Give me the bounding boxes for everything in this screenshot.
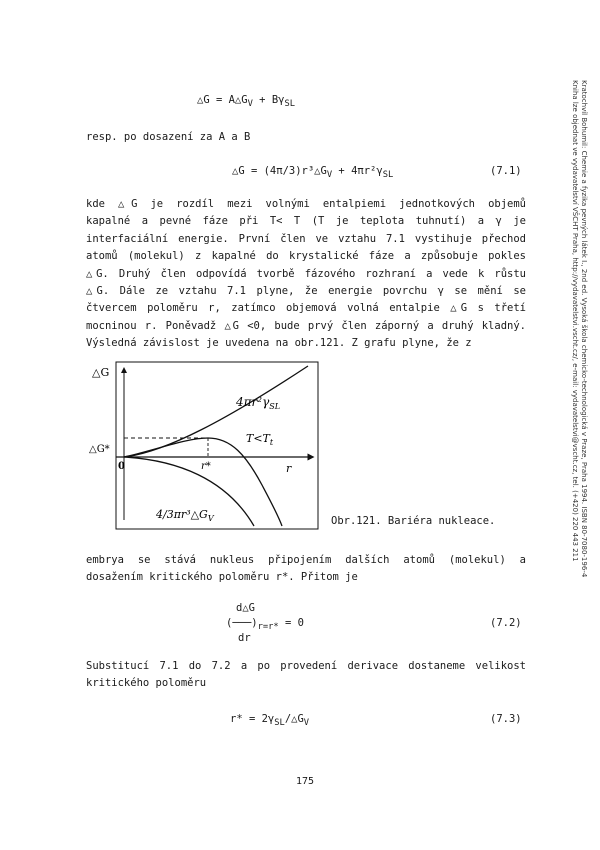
- lower-curve-label: $4/3\pi r^3\triangle G_V$: [156, 508, 214, 523]
- credit-line-1: Kratochvíl Bohumil: Chemie a fyzika pevných látek I., 2nd ed. Vysoká škola chemicko-technologická v Praze, Praha 1994. ISBN 80-7080-196-4: [580, 80, 588, 578]
- p2-line: dosažením kritického poloměru r*. Přitom je: [86, 571, 358, 584]
- r-star-label: r*: [201, 461, 211, 472]
- intro-text: resp. po dosazení za A a B: [86, 131, 251, 143]
- p1-line: mocninou r. Poněvadž △G <0, bude prvý člen záporný a druhý kladný.: [86, 319, 526, 332]
- p1-line: △G. Druhý člen odpovídá tvorbě fázového rozhraní a vede k růstu: [86, 267, 526, 280]
- figure-frame: [116, 362, 318, 529]
- equation-7-3: $r* = 2\gamma_{SL}/\triangle G_V$: [230, 713, 310, 729]
- equation-7-2-number: (7.2): [490, 617, 522, 629]
- p1-line: △G. Dále ze vztahu 7.1 plyne, že energie povrchu γ se mění se: [86, 285, 526, 298]
- credit-line-2: Kniha lze objednat ve vydavatelství VŠCHT Praha, http://vydavatelstvi.vscht.cz/, e-mail: vydavatelstvi@vscht.cz, tel. (+420) 220 443 211: [571, 80, 579, 562]
- equation-7-1-number: (7.1): [490, 165, 522, 177]
- equation-7-2-top: d△G: [236, 602, 255, 614]
- equation-top: △G = $A\triangle G_V + B\gamma_{SL}$: [197, 94, 296, 110]
- figure-caption: Obr.121. Bariéra nukleace.: [331, 515, 496, 527]
- p1-line: atomů (molekul) z kapalné do krystalické fáze a způsobuje pokles: [86, 250, 526, 263]
- page-number: 175: [296, 776, 315, 787]
- equation-7-2-bottom: dr: [238, 632, 251, 644]
- y-axis-label: △G: [92, 366, 110, 379]
- equation-7-1: △G = $(4\pi/3)r^3\triangle G_V + 4\pi r^2\gamma_{SL}$: [232, 165, 394, 181]
- p1-line: kde △G je rozdíl mezi volnými entalpiemi jednotkových objemů: [86, 198, 526, 210]
- origin-label: 0: [118, 461, 125, 472]
- paragraph-1: [86, 196, 526, 353]
- surface-term-curve: [124, 366, 308, 457]
- equation-7-3-number: (7.3): [490, 713, 522, 725]
- upper-curve-label: $4\pi r^2\gamma_{SL}$: [236, 395, 281, 411]
- paragraph-2: [86, 552, 526, 587]
- p1-line: interfaciální energie. První člen ve vztahu 7.1 vystihuje přechod: [86, 232, 526, 245]
- condition-label: $T<T_t$: [246, 432, 274, 447]
- p2-line: embrya se stává nukleus připojením dalších atomů (molekul) a: [86, 554, 526, 566]
- p3-line: Substitucí 7.1 do 7.2 a po provedení derivace dostaneme velikost: [86, 660, 526, 672]
- p1-line: kapalné a pevné fáze při T< T (T je teplota tuhnutí) a γ je: [86, 215, 526, 228]
- nucleation-barrier-figure: [86, 360, 326, 535]
- x-axis-label: r: [286, 462, 292, 475]
- dg-star-label: △G*: [89, 444, 110, 455]
- p1-line: čtvercem poloměru r, zatímco objemová volná entalpie △G s třetí: [86, 302, 526, 315]
- p3-line: kritického poloměru: [86, 677, 207, 690]
- equation-7-2-mid: $(───)_{r=r*} = 0$: [226, 617, 304, 633]
- p1-line: Výsledná závislost je uvedena na obr.121. Z grafu plyne, že z: [86, 337, 472, 350]
- sidebar-credit: [570, 80, 588, 577]
- paragraph-3: [86, 658, 526, 693]
